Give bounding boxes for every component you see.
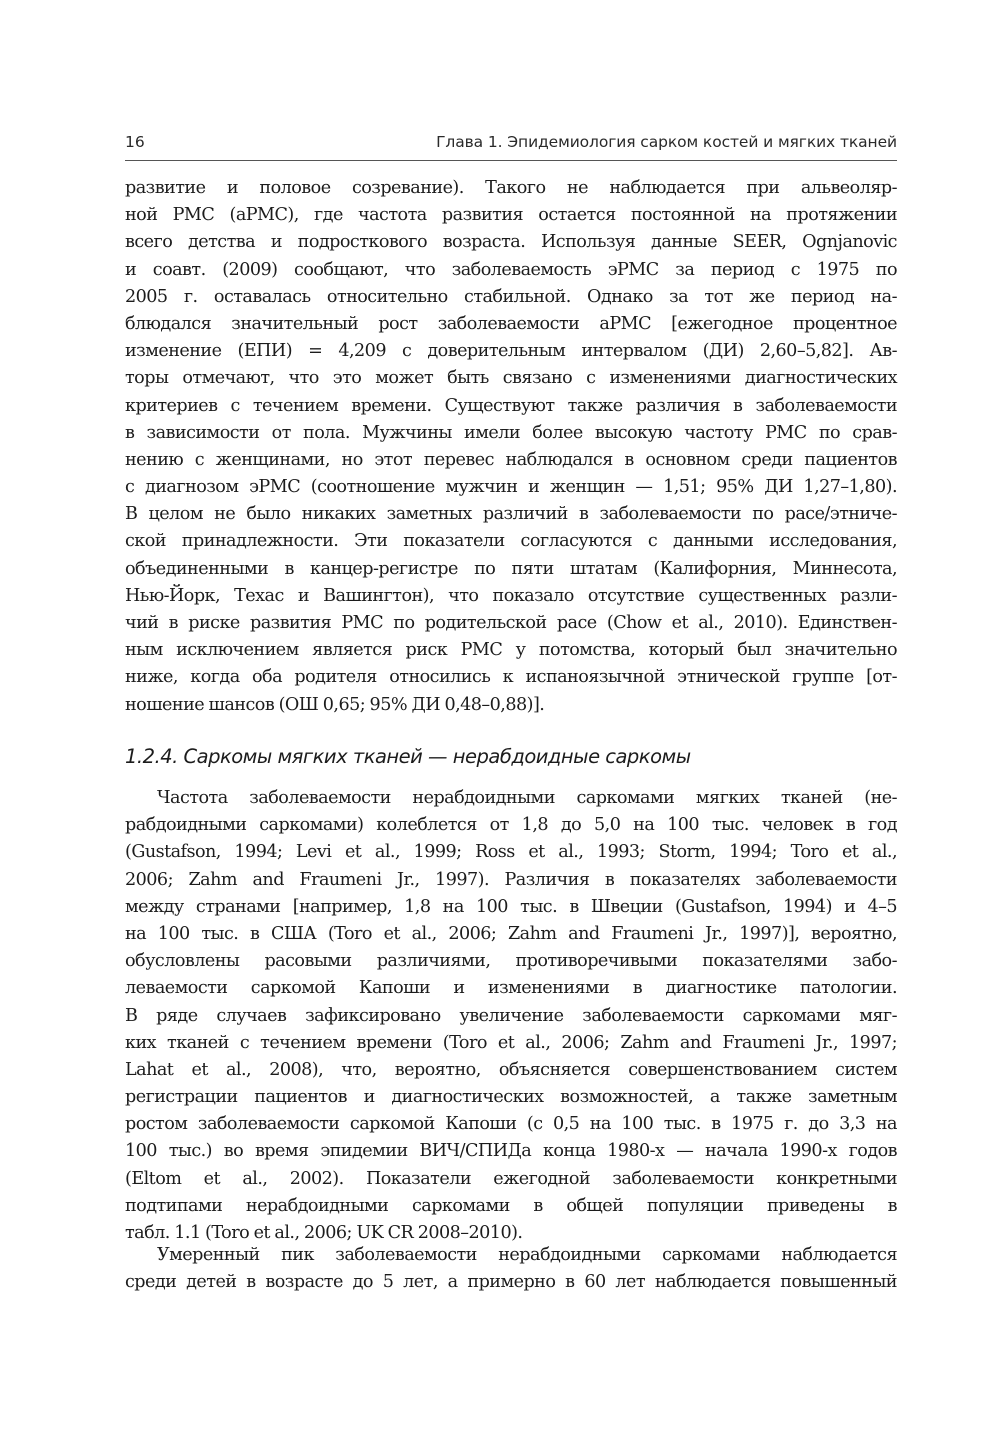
text-line: Умеренный пик заболеваемости нерабдоидными саркомами наблюдается — [157, 1245, 897, 1265]
text-line: торы отмечают, что это может быть связано с изменениями диагностических — [125, 368, 897, 389]
text-line: ких тканей с течением времени (Toro et al., 2006; Zahm and Fraumeni Jr., 1997; — [125, 1032, 897, 1053]
text-line: леваемости саркомой Капоши и изменениями в диагностике патологии. — [125, 978, 897, 999]
section-heading: 1.2.4. Саркомы мягких тканей — нерабдоидные саркомы — [125, 745, 691, 768]
text-line: ростом заболеваемости саркомой Капоши (с 0,5 на 100 тыс. в 1975 г. до 3,3 на — [125, 1114, 897, 1135]
paragraph-1 — [125, 175, 897, 719]
header-rule — [125, 160, 897, 161]
text-line: нению с женщинами, но этот перевес наблюдался в основном среди пациентов — [125, 449, 897, 470]
text-line: среди детей в возрасте до 5 лет, а примерно в 60 лет наблюдается повышенный — [125, 1272, 897, 1293]
text-line: Частота заболеваемости нерабдоидными саркомами мягких тканей (не- — [157, 788, 897, 808]
text-line: блюдался значительный рост заболеваемости аРМС [ежегодное процентное — [125, 313, 897, 334]
text-line: Lahat et al., 2008), что, вероятно, объясняется совершенствованием систем — [125, 1059, 897, 1080]
text-line: рабдоидными саркомами) колеблется от 1,8 до 5,0 на 100 тыс. человек в год — [125, 815, 897, 836]
running-header — [125, 133, 897, 159]
text-line: обусловлены расовыми различиями, противоречивыми показателями забо- — [125, 951, 897, 972]
text-line: чий в риске развития РМС по родительской расе (Chow et al., 2010). Единствен- — [125, 613, 897, 633]
text-line: В целом не было никаких заметных различий в заболеваемости по расе/этниче- — [125, 504, 897, 525]
text-line: на 100 тыс. в США (Toro et al., 2006; Zahm and Fraumeni Jr., 1997)], вероятно, — [125, 923, 897, 944]
text-line: развитие и половое созревание). Такого не наблюдается при альвеоляр- — [125, 178, 897, 198]
text-line: Нью-Йорк, Техас и Вашингтон), что показало отсутствие существенных разли- — [125, 585, 897, 606]
text-line: 2005 г. оставалась относительно стабильной. Однако за тот же период на- — [125, 286, 897, 307]
paragraph-2 — [125, 785, 897, 1247]
text-line: и соавт. (2009) сообщают, что заболеваемость эРМС за период с 1975 по — [125, 259, 897, 280]
text-line: (Eltom et al., 2002). Показатели ежегодной заболеваемости конкретными — [125, 1168, 897, 1189]
text-line: В ряде случаев зафиксировано увеличение заболеваемости саркомами мяг- — [125, 1005, 897, 1026]
text-line: подтипами нерабдоидными саркомами в общей популяции приведены в — [125, 1195, 897, 1216]
text-line: табл. 1.1 (Toro et al., 2006; UK CR 2008–2010). — [125, 1223, 523, 1243]
text-line: ным исключением является риск РМС у потомства, который был значительно — [125, 640, 897, 661]
text-line: ной РМС (аРМС), где частота развития остается постоянной на протяжении — [125, 205, 897, 226]
text-line: всего детства и подросткового возраста. Используя данные SEER, Ognjanovic — [125, 232, 897, 253]
text-line: (Gustafson, 1994; Levi et al., 1999; Ross et al., 1993; Storm, 1994; Toro et al., — [125, 842, 897, 863]
text-line: ношение шансов (ОШ 0,65; 95% ДИ 0,48–0,88)]. — [125, 694, 545, 715]
text-line: с диагнозом эРМС (соотношение мужчин и женщин — 1,51; 95% ДИ 1,27–1,80). — [125, 477, 897, 498]
text-line: 100 тыс.) во время эпидемии ВИЧ/СПИДа конца 1980-х — начала 1990-х годов — [125, 1141, 897, 1162]
text-line: ниже, когда оба родителя относились к испаноязычной этнической группе [от- — [125, 667, 897, 688]
text-line: между странами [например, 1,8 на 100 тыс. в Швеции (Gustafson, 1994) и 4–5 — [125, 896, 897, 917]
text-line: критериев с течением времени. Существуют также различия в заболеваемости — [125, 395, 897, 416]
text-line: ской принадлежности. Эти показатели согласуются с данными исследования, — [125, 531, 897, 552]
text-line: 2006; Zahm and Fraumeni Jr., 1997). Различия в показателях заболеваемости — [125, 869, 897, 890]
text-line: объединенными в канцер-регистре по пяти штатам (Калифорния, Миннесота, — [125, 558, 897, 579]
paragraph-3 — [125, 1242, 897, 1296]
running-title: Глава 1. Эпидемиология сарком костей и мягких тканей — [436, 133, 897, 151]
text-line: регистрации пациентов и диагностических возможностей, а также заметным — [125, 1087, 897, 1108]
text-line: в зависимости от пола. Мужчины имели более высокую частоту РМС по срав- — [125, 422, 897, 443]
page-number: 16 — [125, 133, 145, 151]
text-line: изменение (ЕПИ) = 4,209 с доверительным интервалом (ДИ) 2,60–5,82]. Ав- — [125, 341, 897, 362]
